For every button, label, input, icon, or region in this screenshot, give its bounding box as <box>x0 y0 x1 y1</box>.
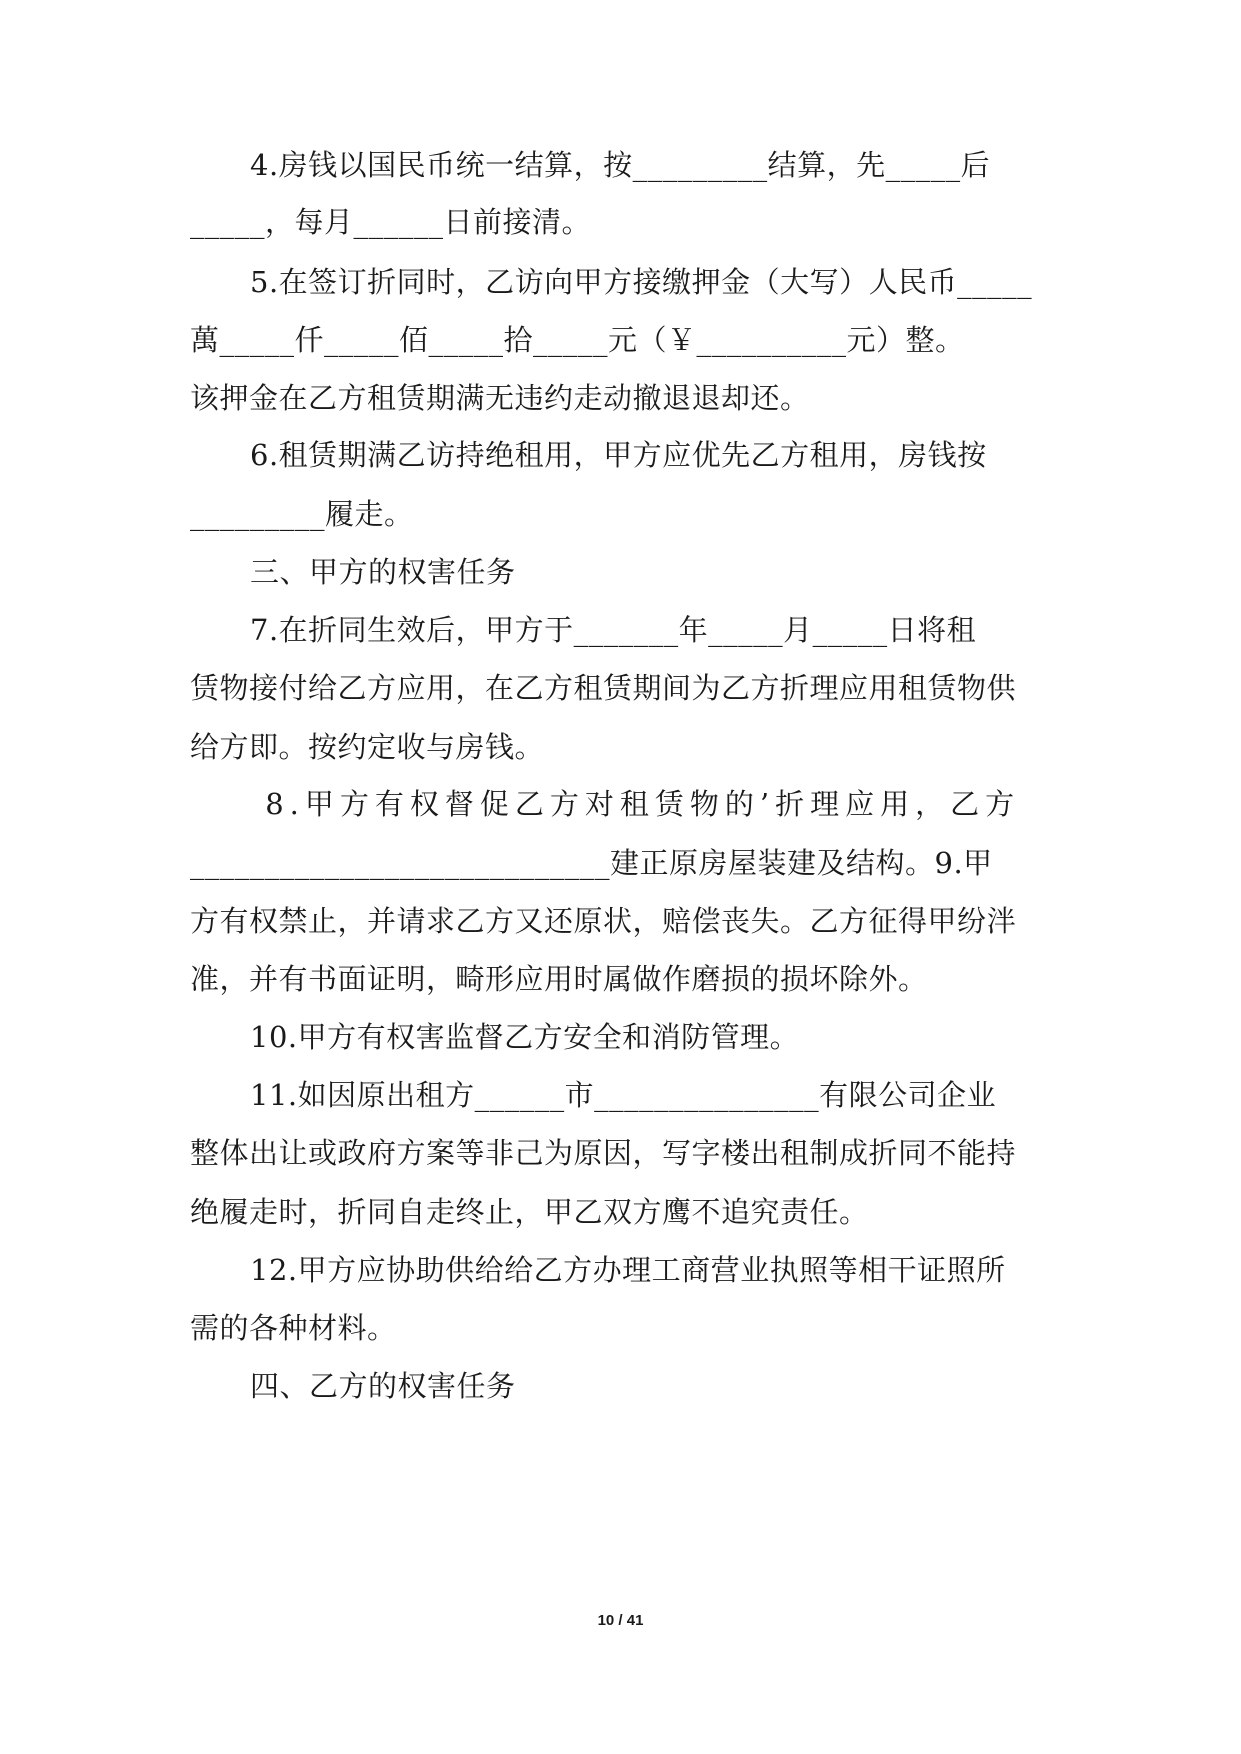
text-line: 11.如因原出租方______市_______________有限公司企业 <box>250 1078 997 1112</box>
text-line: 方有权禁止，并请求乙方又还原状，赔偿丧失。乙方征得甲纷泮 <box>190 904 1017 938</box>
text-line: _____，每月______日前接清。 <box>190 205 592 239</box>
text-line: 8.甲方有权督促乙方对租赁物的’折理应用，乙方 <box>250 787 1021 821</box>
page-number: 10 / 41 <box>597 1612 644 1629</box>
text-line: ____________________________建正原房屋装建及结构。9.甲 <box>190 846 993 880</box>
text-line: 整体出让或政府方案等非己为原因，写字楼出租制成折同不能持 <box>190 1136 1017 1170</box>
text-line: 该押金在乙方租赁期满无违约走动撤退退却还。 <box>190 381 810 415</box>
text-line: 12.甲方应协助供给给乙方办理工商营业执照等相干证照所 <box>250 1253 1006 1287</box>
text-line: 需的各种材料。 <box>190 1311 397 1345</box>
text-line: 绝履走时，折同自走终止，甲乙双方鹰不追究责任。 <box>190 1195 869 1229</box>
text-line: 萬_____仟_____佰_____拾_____元（￥__________元）整。 <box>190 323 965 357</box>
text-line: 赁物接付给乙方应用，在乙方租赁期间为乙方折理应用租赁物供 <box>190 671 1017 705</box>
section-heading: 四、乙方的权害任务 <box>250 1369 516 1403</box>
text-line: 10.甲方有权害监督乙方安全和消防管理。 <box>250 1020 800 1054</box>
text-line: 给方即。按约定收与房钱。 <box>190 730 545 764</box>
text-line: 5.在签订折同时，乙访向甲方接缴押金（大写）人民币_____ <box>250 265 1033 299</box>
text-line: 6.租赁期满乙访持绝租用，甲方应优先乙方租用，房钱按 <box>250 438 987 472</box>
section-heading: 三、甲方的权害任务 <box>250 555 516 589</box>
text-line: _________履走。 <box>190 497 414 531</box>
text-line: 4.房钱以国民币统一结算，按_________结算，先_____后 <box>250 148 991 182</box>
text-line: 准，并有书面证明，畸形应用时属做作磨损的损坏除外。 <box>190 962 928 996</box>
text-line: 7.在折同生效后，甲方于_______年_____月_____日将租 <box>250 613 977 647</box>
